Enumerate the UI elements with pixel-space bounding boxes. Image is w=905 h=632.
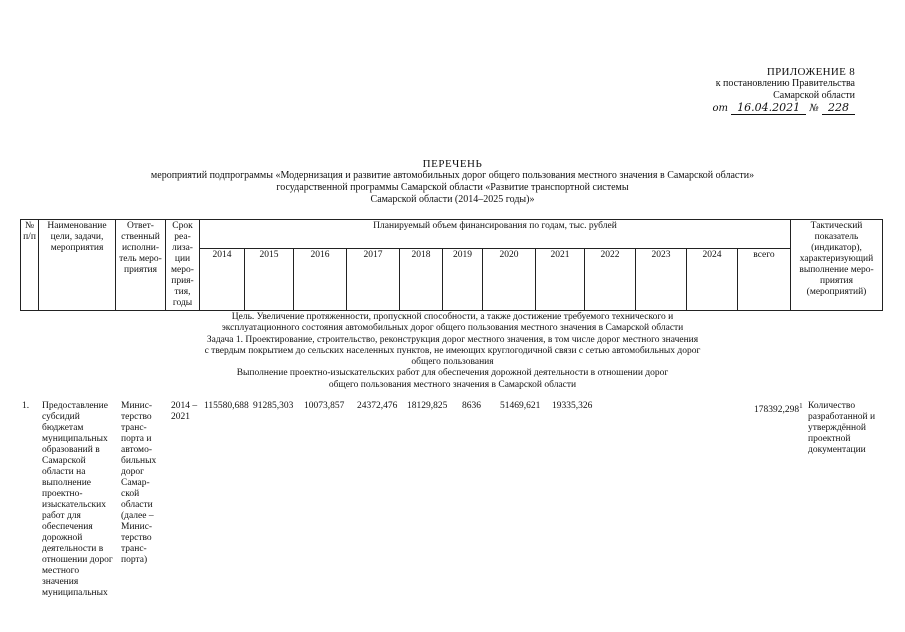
row-indicator-line: проектной (808, 434, 851, 444)
value-2020: 51469,621 (500, 401, 541, 411)
row-indicator-line: Количество (808, 401, 856, 411)
row-number: 1. (22, 401, 30, 411)
appendix-line3: Самарской области (773, 90, 855, 101)
row-name-line: выполнение (42, 478, 92, 488)
row-resp-line: ской (121, 489, 140, 499)
year-2024: 2024 (687, 248, 738, 310)
year-2018: 2018 (400, 248, 443, 310)
row-resp-line: автомо- (121, 445, 152, 455)
row-responsible (121, 401, 169, 566)
row-resp-line: транс- (121, 544, 147, 554)
row-resp-line: области (121, 500, 153, 510)
value-2018: 18129,825 (407, 401, 448, 411)
number-handwritten: 228 (822, 101, 855, 115)
section-line1: Выполнение проектно-изыскательских работ для обеспечения дорожной деятельности в отношении дорог (236, 368, 669, 379)
value-2015: 91285,303 (253, 401, 294, 411)
row-resp-line: Минис- (121, 522, 153, 532)
row-resp-line: Самар- (121, 478, 150, 488)
col-name-header: Наименование цели, задачи, мероприятия (39, 220, 116, 311)
year-2014: 2014 (200, 248, 245, 310)
row-indicator-line: утверждённой (808, 423, 866, 433)
title-line3: Самарской области (2014–2025 годы)» (370, 194, 535, 205)
year-2023: 2023 (636, 248, 687, 310)
year-2021: 2021 (536, 248, 585, 310)
row-term-line: 2021 (171, 412, 190, 422)
year-2016: 2016 (294, 248, 347, 310)
row-name (42, 401, 120, 599)
row-term (171, 401, 201, 423)
row-resp-line: порта) (121, 555, 148, 565)
goal-block (0, 312, 905, 391)
row-resp-line: терство (121, 412, 152, 422)
task-line2: с твердым покрытием до сельских населенных пунктов, не имеющих круглогодичной связи с сетью автомобильных дорог (204, 345, 701, 356)
row-name-line: Предоставление (42, 401, 108, 411)
year-2022: 2022 (585, 248, 636, 310)
col-indicator-header: Тактический показатель (индикатор), характеризующий выполнение меро-приятия (мероприятий) (791, 220, 883, 311)
row-name-line: значения (42, 577, 79, 587)
year-2019: 2019 (443, 248, 483, 310)
goal-line2: эксплуатационного состояния автомобильных дорог общего пользования местного значения в Самарской области (221, 323, 684, 334)
appendix-title: ПРИЛОЖЕНИЕ 8 (766, 66, 855, 78)
date-prefix: от (712, 103, 728, 114)
row-term-line: 2014 – (171, 401, 198, 411)
row-name-line: бюджетам (42, 423, 84, 433)
row-resp-line: терство (121, 533, 152, 543)
row-name-line: работ для (42, 511, 81, 521)
title-line1: мероприятий подпрограммы «Модернизация и развитие автомобильных дорог общего пользования местного значения в Самарской области» (150, 170, 755, 181)
footnote-mark: 1 (799, 402, 803, 410)
row-name-line: Самарской (42, 456, 86, 466)
row-name-line: отношении дорог (42, 555, 113, 565)
row-indicator-line: документации (808, 445, 866, 455)
row-name-line: деятельности в (42, 544, 104, 554)
col-term-header: Срок реа-лиза-ции меро-прия-тия, годы (166, 220, 200, 311)
row-resp-line: порта и (121, 434, 152, 444)
year-2017: 2017 (347, 248, 400, 310)
col-resp-header: Ответ-ственный исполни-тель меро-приятия (116, 220, 166, 311)
value-2019: 8636 (462, 401, 481, 411)
row-resp-line: транс- (121, 423, 147, 433)
header-table (20, 219, 883, 311)
row-resp-line: (далее – (121, 511, 154, 521)
row-name-line: субсидий (42, 412, 80, 422)
year-2015: 2015 (245, 248, 294, 310)
appendix-date-line (595, 102, 855, 115)
task-line1: Задача 1. Проектирование, строительство, реконструкция дорог местного значения, в том числе дорог местного значения (206, 334, 699, 345)
row-resp-line: бильных (121, 456, 157, 466)
date-handwritten: 16.04.2021 (731, 101, 806, 115)
row-indicator-line: разработанной и (808, 412, 876, 422)
appendix-block (595, 66, 855, 115)
value-2021: 19335,326 (552, 401, 593, 411)
row-name-line: муниципальных (42, 588, 108, 598)
row-name-line: муниципальных (42, 434, 108, 444)
value-total (754, 401, 803, 416)
total-header: всего (738, 248, 791, 310)
number-prefix: № (809, 103, 819, 114)
goal-line1: Цель. Увеличение протяженности, пропускной способности, а также достижение требуемого технического и (231, 312, 674, 322)
col-funding-header: Планируемый объем финансирования по годам, тыс. рублей (200, 220, 791, 249)
task-line3: общего пользования (411, 357, 494, 368)
value-2017: 24372,476 (357, 401, 398, 411)
value-2016: 10073,857 (304, 401, 345, 411)
row-indicator (808, 401, 898, 456)
value-total-number: 178392,298 (754, 405, 800, 416)
row-name-line: изыскательских (42, 500, 106, 510)
row-name-line: области на (42, 467, 86, 477)
section-line2: общего пользования местного значения в Самарской области (328, 379, 577, 390)
value-2014: 115580,688 (204, 401, 249, 411)
title-line2: государственной программы Самарской области «Развитие транспортной системы (276, 182, 629, 193)
document-title (0, 158, 905, 206)
row-name-line: дорожной (42, 533, 83, 543)
row-resp-line: Минис- (121, 401, 153, 411)
row-name-line: обеспечения (42, 522, 93, 532)
appendix-line2: к постановлению Правительства (715, 78, 855, 89)
row-name-line: образований в (42, 445, 100, 455)
title-heading: ПЕРЕЧЕНЬ (422, 158, 483, 170)
row-name-line: проектно- (42, 489, 83, 499)
row-name-line: местного (42, 566, 80, 576)
row-resp-line: дорог (121, 467, 144, 477)
year-2020: 2020 (483, 248, 536, 310)
col-num-header: № п/п (21, 220, 39, 311)
